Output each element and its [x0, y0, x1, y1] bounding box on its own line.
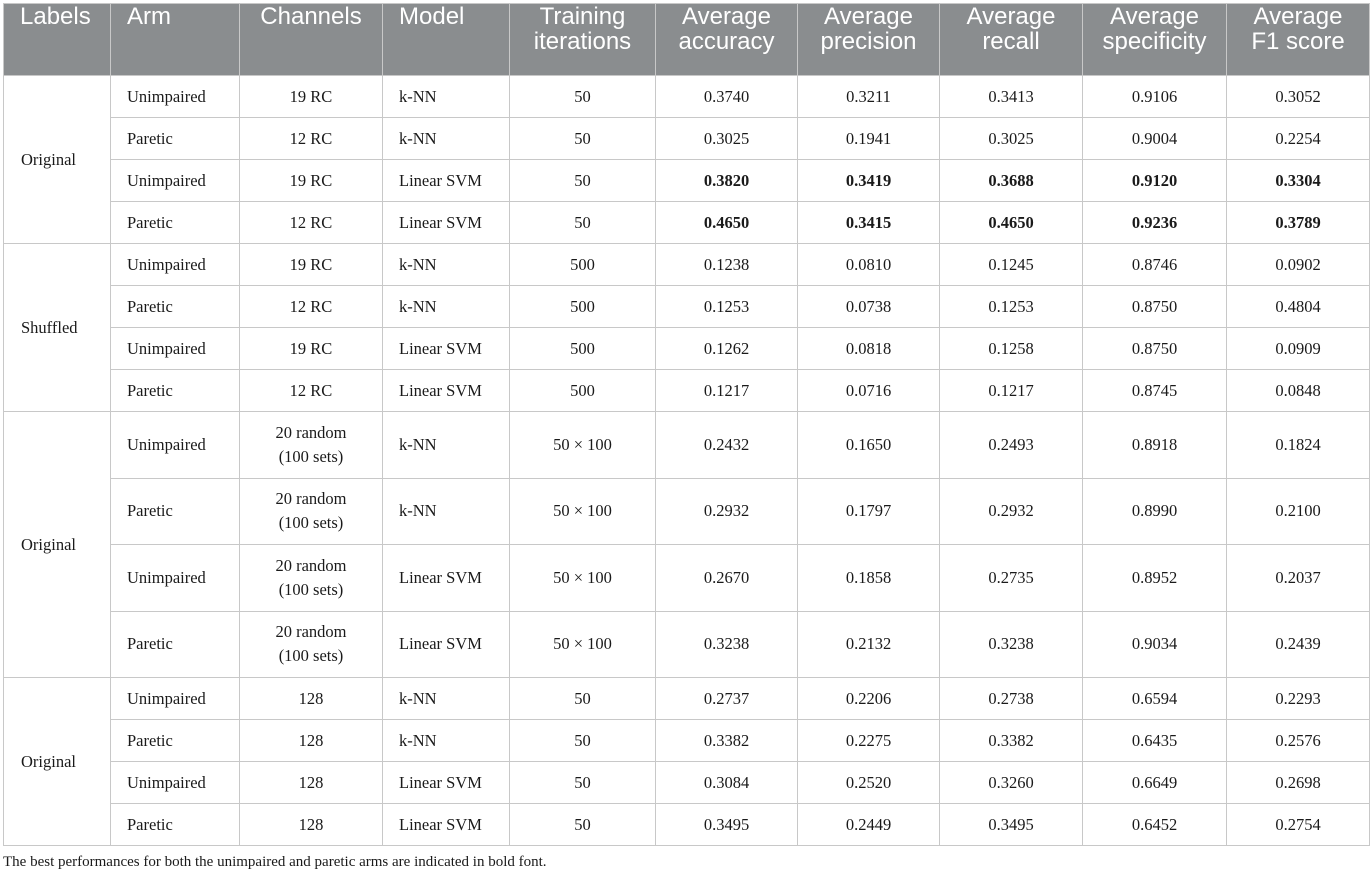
iterations-cell: 50 [510, 720, 656, 762]
precision-cell: 0.1650 [798, 412, 940, 479]
recall-cell: 0.3413 [940, 76, 1083, 118]
precision-cell: 0.2449 [798, 804, 940, 846]
f1-score-cell: 0.2254 [1227, 118, 1370, 160]
channels-line: 12 RC [289, 380, 333, 400]
recall-cell: 0.1253 [940, 286, 1083, 328]
accuracy-cell: 0.1238 [656, 244, 798, 286]
table-row [4, 202, 1370, 244]
arm-cell: Unimpaired [111, 76, 240, 118]
f1-score-cell: 0.2576 [1227, 720, 1370, 762]
header-model: Model [383, 4, 510, 76]
table-header [4, 4, 1370, 76]
group-label-cell: Original [4, 76, 111, 244]
specificity-cell: 0.8990 [1083, 478, 1227, 545]
channels-line: 19 RC [289, 254, 333, 274]
iterations-cell: 500 [510, 286, 656, 328]
precision-cell: 0.2275 [798, 720, 940, 762]
table-row [4, 286, 1370, 328]
group-label-cell: Original [4, 678, 111, 846]
recall-cell: 0.2738 [940, 678, 1083, 720]
iterations-cell: 500 [510, 328, 656, 370]
channels-line: 19 RC [289, 338, 333, 358]
table-row [4, 720, 1370, 762]
iterations-cell: 500 [510, 370, 656, 412]
f1-score-cell: 0.2100 [1227, 478, 1370, 545]
channels-line: 20 random [275, 555, 347, 575]
precision-cell: 0.2520 [798, 762, 940, 804]
accuracy-cell: 0.1217 [656, 370, 798, 412]
model-cell: k-NN [383, 412, 510, 479]
model-cell: Linear SVM [383, 611, 510, 678]
precision-cell: 0.1941 [798, 118, 940, 160]
table-caption: The best performances for both the unimpaired and paretic arms are indicated in bold font. [3, 854, 547, 870]
iterations-cell: 50 [510, 762, 656, 804]
table-row [4, 762, 1370, 804]
channels-line: 20 random [275, 622, 347, 642]
channels-line: 12 RC [289, 212, 333, 232]
iterations-cell: 50 × 100 [510, 412, 656, 479]
arm-cell: Unimpaired [111, 678, 240, 720]
specificity-cell: 0.9034 [1083, 611, 1227, 678]
accuracy-cell: 0.3084 [656, 762, 798, 804]
table-row [4, 804, 1370, 846]
precision-cell: 0.2132 [798, 611, 940, 678]
header-labels: Labels [4, 4, 111, 76]
f1-score-cell: 0.3789 [1227, 202, 1370, 244]
header-average-accuracy: Average accuracy [656, 4, 798, 76]
specificity-cell: 0.8745 [1083, 370, 1227, 412]
channels-line: (100 sets) [278, 579, 344, 599]
arm-cell: Unimpaired [111, 762, 240, 804]
specificity-cell: 0.8952 [1083, 545, 1227, 612]
recall-cell: 0.4650 [940, 202, 1083, 244]
channels-cell [240, 328, 383, 370]
table-row [4, 678, 1370, 720]
f1-score-cell: 0.4804 [1227, 286, 1370, 328]
header-average-f1-score: Average F1 score [1227, 4, 1370, 76]
precision-cell: 0.1797 [798, 478, 940, 545]
iterations-cell: 500 [510, 244, 656, 286]
f1-score-cell: 0.2754 [1227, 804, 1370, 846]
f1-score-cell: 0.0909 [1227, 328, 1370, 370]
iterations-cell: 50 [510, 118, 656, 160]
recall-cell: 0.2735 [940, 545, 1083, 612]
specificity-cell: 0.9236 [1083, 202, 1227, 244]
channels-cell [240, 678, 383, 720]
iterations-cell: 50 [510, 160, 656, 202]
channels-cell [240, 160, 383, 202]
channels-line: 19 RC [289, 170, 333, 190]
model-cell: Linear SVM [383, 545, 510, 612]
channels-line: 20 random [275, 422, 347, 442]
specificity-cell: 0.6452 [1083, 804, 1227, 846]
accuracy-cell: 0.1262 [656, 328, 798, 370]
header-average-specificity: Average specificity [1083, 4, 1227, 76]
precision-cell: 0.0738 [798, 286, 940, 328]
f1-score-cell: 0.2439 [1227, 611, 1370, 678]
accuracy-cell: 0.2670 [656, 545, 798, 612]
channels-line: (100 sets) [278, 513, 344, 533]
accuracy-cell: 0.3495 [656, 804, 798, 846]
arm-cell: Paretic [111, 611, 240, 678]
recall-cell: 0.3382 [940, 720, 1083, 762]
table-row [4, 545, 1370, 612]
precision-cell: 0.3211 [798, 76, 940, 118]
accuracy-cell: 0.4650 [656, 202, 798, 244]
specificity-cell: 0.8746 [1083, 244, 1227, 286]
table-row [4, 118, 1370, 160]
specificity-cell: 0.6435 [1083, 720, 1227, 762]
model-cell: Linear SVM [383, 202, 510, 244]
channels-cell [240, 244, 383, 286]
precision-cell: 0.0716 [798, 370, 940, 412]
accuracy-cell: 0.2932 [656, 478, 798, 545]
channels-cell [240, 804, 383, 846]
iterations-cell: 50 [510, 202, 656, 244]
accuracy-cell: 0.3238 [656, 611, 798, 678]
channels-cell [240, 412, 383, 479]
channels-cell [240, 286, 383, 328]
arm-cell: Paretic [111, 118, 240, 160]
iterations-cell: 50 × 100 [510, 478, 656, 545]
arm-cell: Unimpaired [111, 412, 240, 479]
specificity-cell: 0.9004 [1083, 118, 1227, 160]
model-cell: Linear SVM [383, 160, 510, 202]
model-cell: Linear SVM [383, 370, 510, 412]
channels-line: 12 RC [289, 296, 333, 316]
recall-cell: 0.3238 [940, 611, 1083, 678]
table-row [4, 611, 1370, 678]
channels-line: 128 [298, 730, 324, 750]
arm-cell: Paretic [111, 286, 240, 328]
f1-score-cell: 0.0902 [1227, 244, 1370, 286]
table-row [4, 160, 1370, 202]
precision-cell: 0.0810 [798, 244, 940, 286]
recall-cell: 0.3025 [940, 118, 1083, 160]
iterations-cell: 50 [510, 678, 656, 720]
precision-cell: 0.1858 [798, 545, 940, 612]
model-cell: k-NN [383, 478, 510, 545]
accuracy-cell: 0.2737 [656, 678, 798, 720]
table-row [4, 412, 1370, 479]
iterations-cell: 50 × 100 [510, 545, 656, 612]
model-cell: Linear SVM [383, 328, 510, 370]
channels-line: 128 [298, 772, 324, 792]
specificity-cell: 0.8918 [1083, 412, 1227, 479]
specificity-cell: 0.9120 [1083, 160, 1227, 202]
recall-cell: 0.3688 [940, 160, 1083, 202]
accuracy-cell: 0.3820 [656, 160, 798, 202]
arm-cell: Unimpaired [111, 160, 240, 202]
iterations-cell: 50 × 100 [510, 611, 656, 678]
channels-line: (100 sets) [278, 646, 344, 666]
specificity-cell: 0.8750 [1083, 286, 1227, 328]
channels-cell [240, 202, 383, 244]
accuracy-cell: 0.2432 [656, 412, 798, 479]
table-row [4, 244, 1370, 286]
model-cell: Linear SVM [383, 762, 510, 804]
recall-cell: 0.1245 [940, 244, 1083, 286]
recall-cell: 0.1217 [940, 370, 1083, 412]
model-cell: Linear SVM [383, 804, 510, 846]
channels-cell [240, 118, 383, 160]
channels-line: 20 random [275, 489, 347, 509]
group-label-cell: Original [4, 412, 111, 678]
recall-cell: 0.3260 [940, 762, 1083, 804]
f1-score-cell: 0.3052 [1227, 76, 1370, 118]
model-cell: k-NN [383, 76, 510, 118]
model-cell: k-NN [383, 678, 510, 720]
model-cell: k-NN [383, 244, 510, 286]
f1-score-cell: 0.2037 [1227, 545, 1370, 612]
specificity-cell: 0.8750 [1083, 328, 1227, 370]
arm-cell: Unimpaired [111, 545, 240, 612]
table-row [4, 328, 1370, 370]
results-table [3, 3, 1370, 846]
channels-cell [240, 545, 383, 612]
recall-cell: 0.1258 [940, 328, 1083, 370]
group-label-cell: Shuffled [4, 244, 111, 412]
channels-cell [240, 762, 383, 804]
specificity-cell: 0.9106 [1083, 76, 1227, 118]
f1-score-cell: 0.0848 [1227, 370, 1370, 412]
table-row [4, 76, 1370, 118]
iterations-cell: 50 [510, 76, 656, 118]
f1-score-cell: 0.1824 [1227, 412, 1370, 479]
specificity-cell: 0.6594 [1083, 678, 1227, 720]
precision-cell: 0.3415 [798, 202, 940, 244]
arm-cell: Paretic [111, 804, 240, 846]
header-arm: Arm [111, 4, 240, 76]
accuracy-cell: 0.1253 [656, 286, 798, 328]
model-cell: k-NN [383, 720, 510, 762]
channels-cell [240, 370, 383, 412]
f1-score-cell: 0.2698 [1227, 762, 1370, 804]
channels-line: 128 [298, 688, 324, 708]
arm-cell: Paretic [111, 478, 240, 545]
model-cell: k-NN [383, 286, 510, 328]
channels-cell [240, 478, 383, 545]
recall-cell: 0.2493 [940, 412, 1083, 479]
precision-cell: 0.0818 [798, 328, 940, 370]
accuracy-cell: 0.3740 [656, 76, 798, 118]
channels-line: (100 sets) [278, 446, 344, 466]
channels-cell [240, 720, 383, 762]
table-body [4, 76, 1370, 846]
channels-cell [240, 76, 383, 118]
arm-cell: Unimpaired [111, 244, 240, 286]
header-average-recall: Average recall [940, 4, 1083, 76]
header-training-iterations: Training iterations [510, 4, 656, 76]
f1-score-cell: 0.3304 [1227, 160, 1370, 202]
channels-line: 12 RC [289, 128, 333, 148]
accuracy-cell: 0.3382 [656, 720, 798, 762]
iterations-cell: 50 [510, 804, 656, 846]
recall-cell: 0.2932 [940, 478, 1083, 545]
channels-line: 19 RC [289, 86, 333, 106]
arm-cell: Paretic [111, 370, 240, 412]
f1-score-cell: 0.2293 [1227, 678, 1370, 720]
table-row [4, 478, 1370, 545]
arm-cell: Paretic [111, 202, 240, 244]
arm-cell: Unimpaired [111, 328, 240, 370]
header-channels: Channels [240, 4, 383, 76]
model-cell: k-NN [383, 118, 510, 160]
channels-cell [240, 611, 383, 678]
arm-cell: Paretic [111, 720, 240, 762]
channels-line: 128 [298, 814, 324, 834]
accuracy-cell: 0.3025 [656, 118, 798, 160]
header-average-precision: Average precision [798, 4, 940, 76]
precision-cell: 0.3419 [798, 160, 940, 202]
specificity-cell: 0.6649 [1083, 762, 1227, 804]
precision-cell: 0.2206 [798, 678, 940, 720]
recall-cell: 0.3495 [940, 804, 1083, 846]
table-row [4, 370, 1370, 412]
